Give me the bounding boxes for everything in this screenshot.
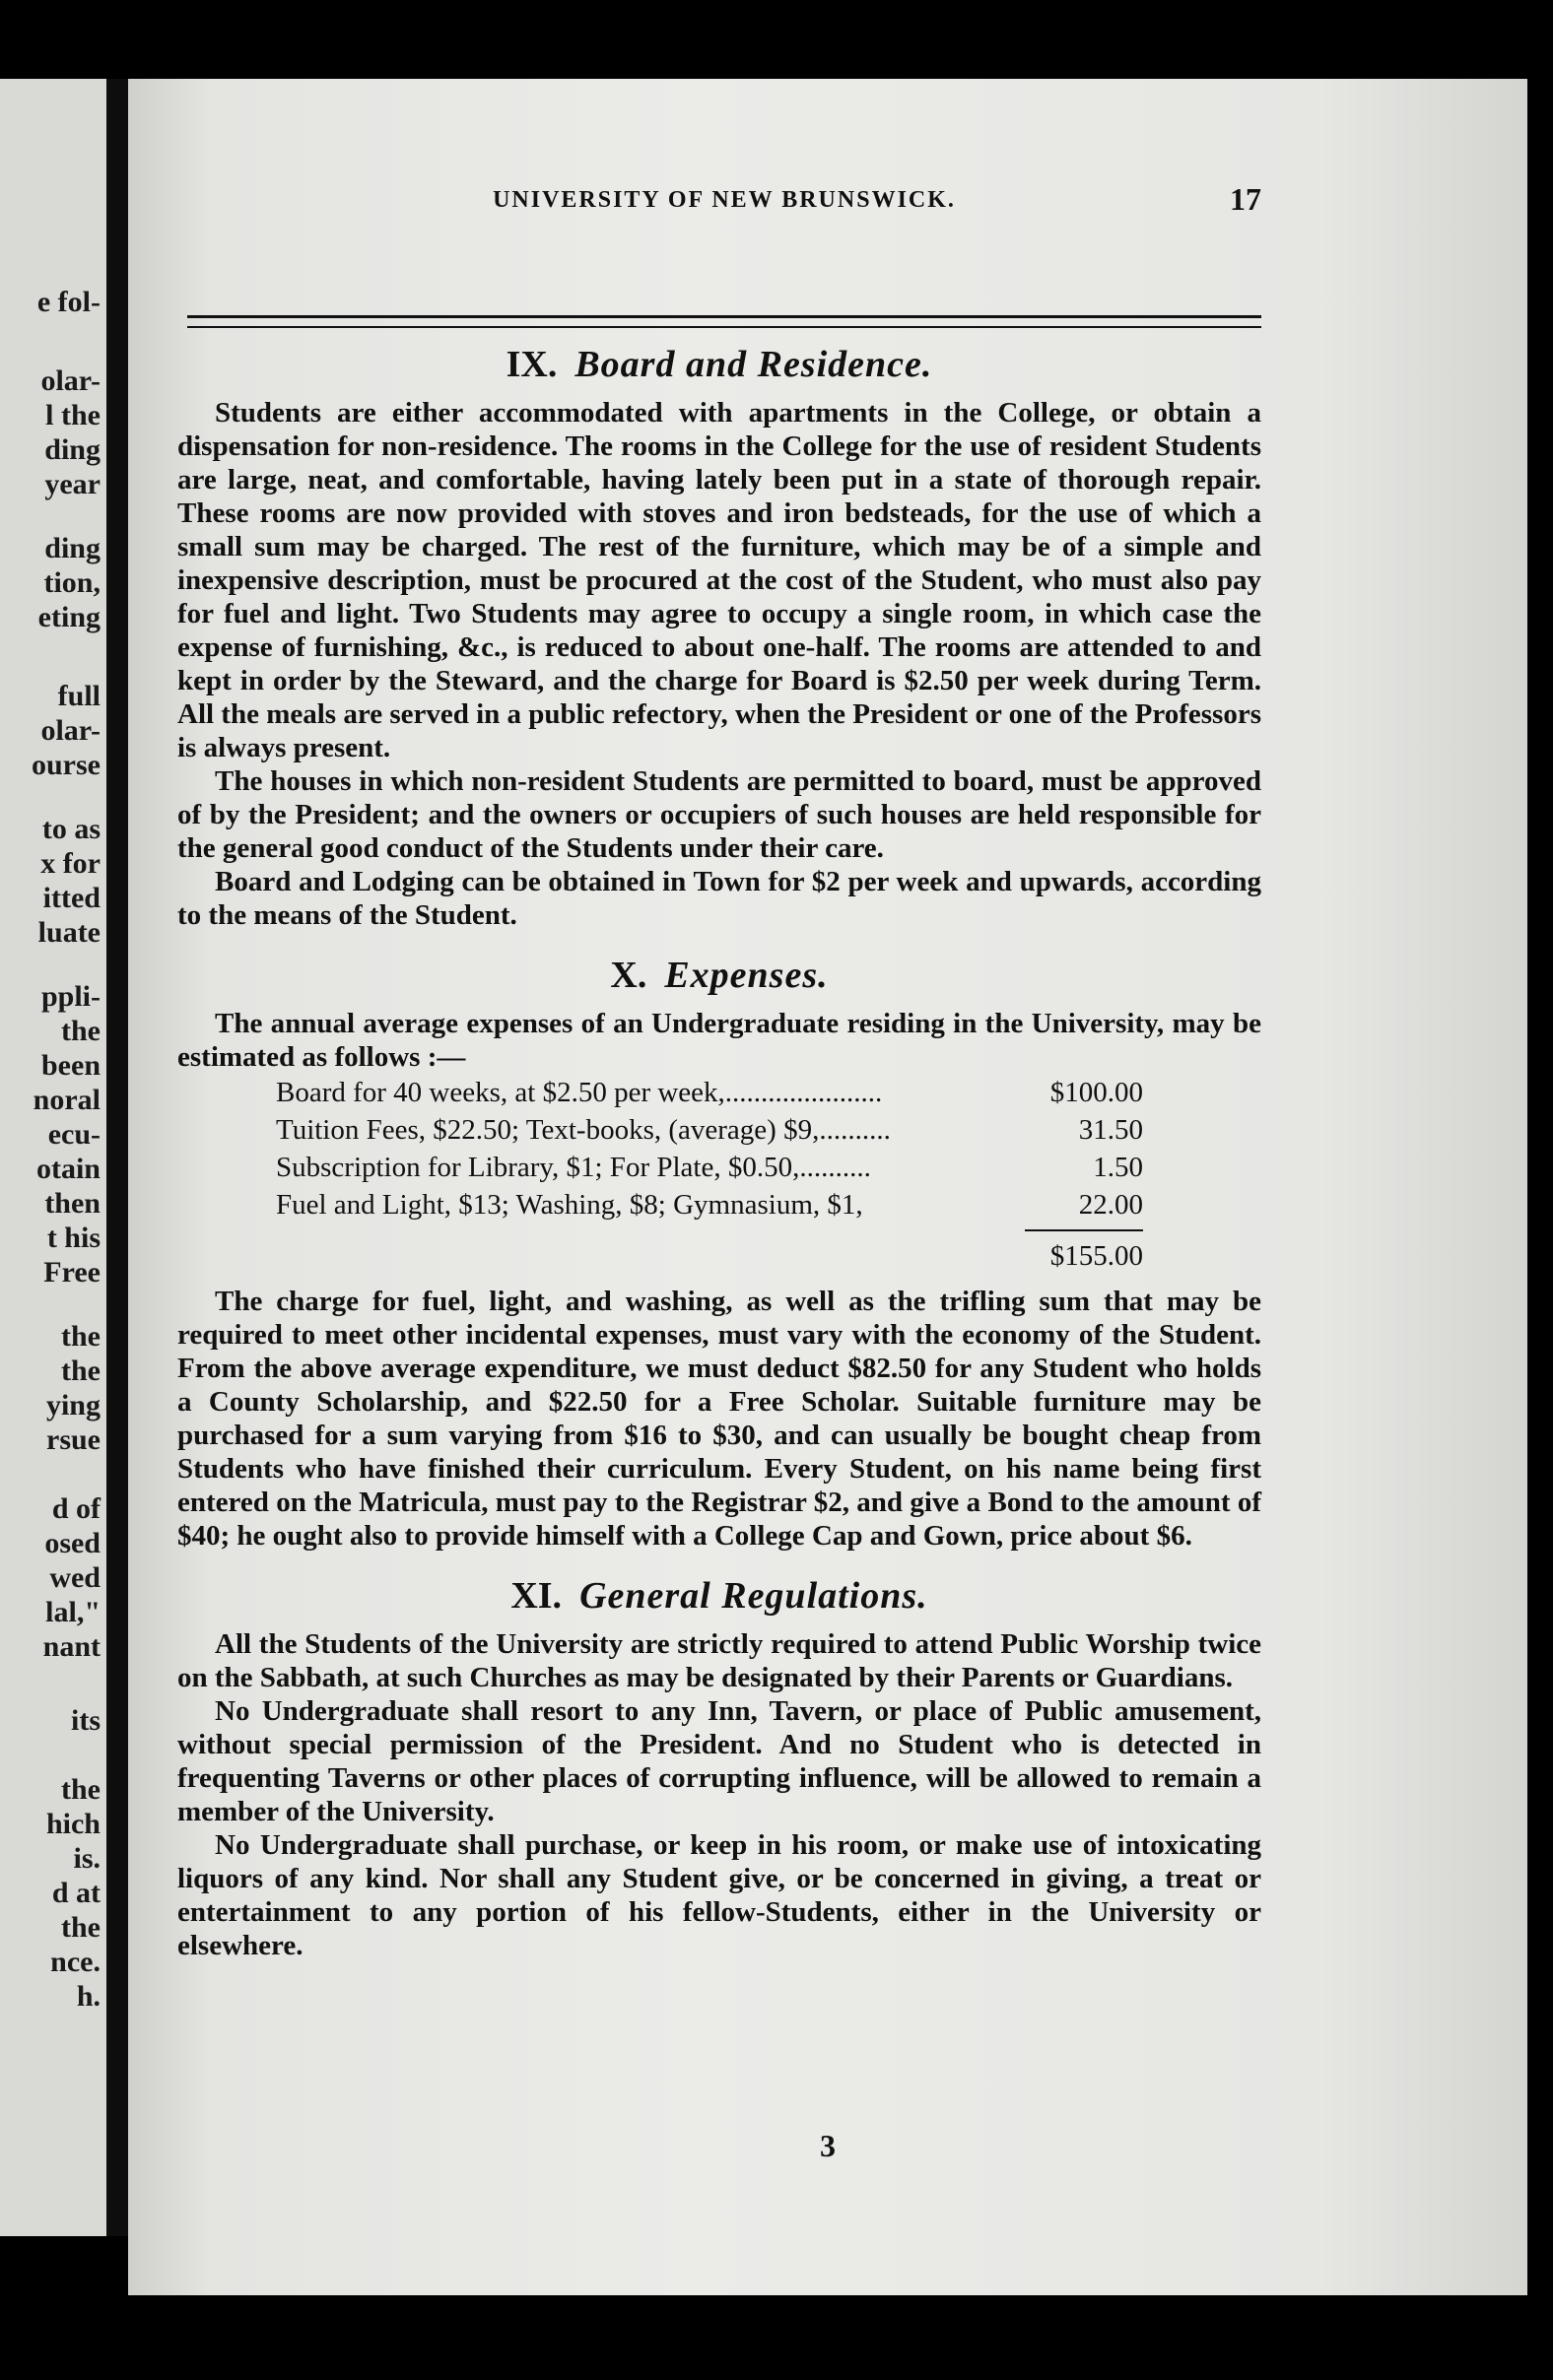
running-head: UNIVERSITY OF NEW BRUNSWICK. bbox=[493, 187, 956, 213]
facing-page-line: nce. bbox=[50, 1946, 101, 1978]
expense-total-row bbox=[276, 1229, 1143, 1275]
facing-page-line: is. bbox=[73, 1842, 101, 1875]
expense-label: Board for 40 weeks, at $2.50 per week,...................... bbox=[276, 1077, 883, 1108]
facing-page-line: l the bbox=[45, 399, 101, 431]
expense-label: Fuel and Light, $13; Washing, $8; Gymnasium, $1, bbox=[276, 1189, 863, 1221]
paragraph: Students are either accommodated with apartments in the College, or obtain a dispensation for non-residence. The rooms in the College for the use of resident Students are large, neat, and comfortable, having lately been put in a state of thorough repair. These rooms are now provided with stoves and iron bedsteads, for the use of which a small sum may be charged. The rest of the furniture, which may be of a simple and inexpensive description, must be procured at the cost of the Student, who must also pay for fuel and light. Two Students may agree to occupy a single room, in which case the expense of furnishing, &c., is reduced to about one-half. The rooms are attended to and kept in order by the Steward, and the charge for Board is $2.50 per week during Term. All the meals are served in a public refectory, when the President or one of the Professors is always present. bbox=[177, 397, 1261, 763]
facing-page-line: tion, bbox=[43, 566, 101, 599]
section-name: Board and Residence. bbox=[574, 344, 933, 385]
facing-page-line: d of bbox=[51, 1492, 101, 1525]
section-name: Expenses. bbox=[664, 955, 829, 996]
paragraph: The charge for fuel, light, and washing, as well as the trifling sum that may be required to meet other incidental expenses, must vary with the economy of the Student. From the above average expenditure, we must deduct $82.50 for any Student who holds a County Scholarship, and $22.50 for a Free Scholar. Suitable furniture may be purchased for a sum varying from $16 to $30, and can usually be bought cheap from Students who have finished their curriculum. Every Student, on his name being first entered on the Matricula, must pay to the Registrar $2, and give a Bond to the amount of $40; he ought also to provide himself with a College Cap and Gown, price about $6. bbox=[177, 1286, 1261, 1552]
facing-page-line: eting bbox=[37, 601, 101, 633]
facing-page-line: t his bbox=[46, 1222, 101, 1254]
expense-amount: 1.50 bbox=[1093, 1152, 1143, 1183]
expense-amount: 31.50 bbox=[1078, 1114, 1143, 1146]
expense-total: $155.00 bbox=[1025, 1229, 1143, 1275]
facing-page-line: e fol- bbox=[36, 286, 101, 318]
page-number: 17 bbox=[1230, 181, 1261, 217]
expense-row bbox=[276, 1149, 1143, 1186]
expense-label: Subscription for Library, $1; For Plate, $0.50,.......... bbox=[276, 1152, 871, 1183]
page-content bbox=[177, 335, 1261, 1962]
header-rule bbox=[187, 315, 1261, 328]
paragraph: Board and Lodging can be obtained in Town for $2 per week and upwards, according to the means of the Student. bbox=[177, 866, 1261, 931]
paragraph: The annual average expenses of an Undergraduate residing in the University, may be estimated as follows :— bbox=[177, 1008, 1261, 1073]
expense-table bbox=[276, 1074, 1143, 1275]
facing-page-line: luate bbox=[37, 916, 101, 949]
facing-page-line: ding bbox=[44, 433, 101, 466]
facing-page-line: its bbox=[71, 1704, 101, 1737]
facing-page-line: itted bbox=[42, 882, 101, 914]
expense-row bbox=[276, 1074, 1143, 1111]
facing-page-line: the bbox=[61, 1015, 101, 1047]
facing-page-line: osed bbox=[44, 1527, 101, 1559]
facing-page-line: ying bbox=[45, 1389, 101, 1421]
facing-page-line: h. bbox=[76, 1980, 101, 2013]
facing-page-line: hich bbox=[45, 1808, 101, 1840]
signature-mark: 3 bbox=[820, 2128, 836, 2163]
facing-page-line: otain bbox=[35, 1153, 101, 1185]
expense-row bbox=[276, 1111, 1143, 1149]
facing-page-line: ding bbox=[44, 532, 101, 564]
section-title-board-residence bbox=[177, 343, 1261, 386]
expense-label: Tuition Fees, $22.50; Text-books, (average) $9,.......... bbox=[276, 1114, 891, 1146]
facing-page-line: nant bbox=[42, 1630, 101, 1663]
paragraph: All the Students of the University are strictly required to attend Public Worship twice on the Sabbath, at such Churches as may be designated by their Parents or Guardians. bbox=[177, 1628, 1261, 1693]
expense-row bbox=[276, 1186, 1143, 1223]
facing-page-line: the bbox=[61, 1320, 101, 1353]
facing-page-line: ecu- bbox=[47, 1118, 101, 1151]
facing-page-line: lal," bbox=[45, 1596, 101, 1628]
facing-page-line: the bbox=[61, 1911, 101, 1944]
facing-page-line: year bbox=[44, 468, 101, 500]
facing-page-line: noral bbox=[33, 1084, 101, 1116]
page-header bbox=[187, 181, 1261, 227]
facing-page-line: the bbox=[61, 1355, 101, 1387]
facing-page-line: Free bbox=[43, 1256, 101, 1289]
section-number: XI. bbox=[510, 1575, 563, 1617]
facing-page-line: full bbox=[57, 680, 101, 712]
facing-page-fragment bbox=[0, 79, 106, 2236]
facing-page-line: wed bbox=[49, 1561, 101, 1594]
expense-amount: 22.00 bbox=[1078, 1189, 1143, 1221]
facing-page-line: olar- bbox=[40, 364, 101, 397]
expense-amount: $100.00 bbox=[1049, 1077, 1143, 1108]
section-number: IX. bbox=[506, 344, 558, 385]
paragraph: No Undergraduate shall purchase, or keep in his room, or make use of intoxicating liquors of any kind. Nor shall any Student give, or be concerned in giving, a treat or entertainment to any portion of his fellow-Students, either in the University or elsewhere. bbox=[177, 1829, 1261, 1961]
facing-page-line: x for bbox=[40, 847, 101, 880]
facing-page-line: then bbox=[44, 1187, 101, 1220]
facing-page-line: ppli- bbox=[40, 980, 101, 1013]
facing-page-line: d at bbox=[51, 1877, 101, 1909]
section-title-expenses bbox=[177, 954, 1261, 997]
facing-page-line: ourse bbox=[32, 749, 101, 781]
paragraph: The houses in which non-resident Students are permitted to board, must be approved of by the President; and the owners or occupiers of such houses are held responsible for the general good conduct of the Students under their care. bbox=[177, 765, 1261, 864]
facing-page-line: been bbox=[41, 1049, 101, 1082]
section-title-general-regulations bbox=[177, 1574, 1261, 1618]
facing-page-line: to as bbox=[41, 813, 101, 845]
section-name: General Regulations. bbox=[579, 1575, 928, 1617]
section-number: X. bbox=[610, 955, 647, 996]
facing-page-line: the bbox=[61, 1773, 101, 1806]
facing-page-line: olar- bbox=[40, 714, 101, 747]
facing-page-line: rsue bbox=[46, 1423, 101, 1456]
paragraph: No Undergraduate shall resort to any Inn, Tavern, or place of Public amusement, without special permission of the President. And no Student who is detected in frequenting Taverns or other places of corrupting influence, will be allowed to remain a member of the University. bbox=[177, 1695, 1261, 1827]
book-gutter bbox=[106, 79, 128, 2236]
